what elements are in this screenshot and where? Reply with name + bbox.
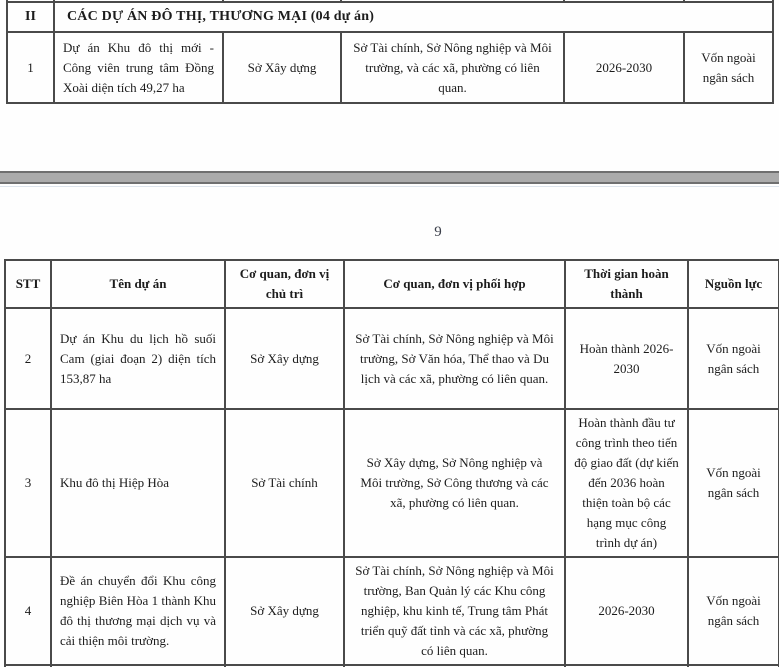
col-header-stt: STT [5, 260, 51, 308]
cell-funding-source: Vốn ngoài ngân sách [688, 409, 779, 557]
table-row [5, 409, 779, 557]
col-header-project-name: Tên dự án [51, 260, 225, 308]
col-header-funding-source: Nguồn lực [688, 260, 779, 308]
table-row [7, 32, 773, 103]
col-header-lead-agency: Cơ quan, đơn vị chủ trì [225, 260, 344, 308]
cell-project-name: Dự án Khu du lịch hồ suối Cam (giai đoạn 2) diện tích 153,87 ha [51, 308, 225, 409]
cell-stt: 1 [7, 32, 54, 103]
cell-completion-time: Hoàn thành 2026-2030 [565, 308, 688, 409]
table-header-row [5, 260, 779, 308]
cell-lead-agency: Sở Tài chính [225, 409, 344, 557]
cell-lead-agency: Sở Xây dựng [225, 557, 344, 665]
cell-stt: 4 [5, 557, 51, 665]
cell-funding-source: Vốn ngoài ngân sách [684, 32, 773, 103]
cell-coop-agencies: Sở Tài chính, Sở Nông nghiệp và Môi trường, Ban Quản lý các Khu công nghiệp, khu kinh tế, Trung tâm Phát triển quỹ đất tỉnh và các xã, phường có liên quan. [344, 557, 565, 665]
table-row [5, 557, 779, 665]
table-row [5, 308, 779, 409]
cell-lead-agency: Sở Xây dựng [225, 308, 344, 409]
cell-funding-source: Vốn ngoài ngân sách [688, 308, 779, 409]
cell-project-name: Dự án Khu đô thị mới - Công viên trung tâm Đồng Xoài diện tích 49,27 ha [54, 32, 223, 103]
cell-lead-agency: Sở Xây dựng [223, 32, 341, 103]
projects-table-main [4, 259, 779, 667]
section-title: CÁC DỰ ÁN ĐÔ THỊ, THƯƠNG MẠI (04 dự án) [54, 2, 773, 32]
cell-stt: 2 [5, 308, 51, 409]
cell-project-name: Đề án chuyển đổi Khu công nghiệp Biên Hòa 1 thành Khu đô thị thương mại dịch vụ và cải thiện môi trường. [51, 557, 225, 665]
cell-coop-agencies: Sở Tài chính, Sở Nông nghiệp và Môi trường, và các xã, phường có liên quan. [341, 32, 564, 103]
section-heading-row [7, 2, 773, 32]
cell-completion-time: Hoàn thành đầu tư công trình theo tiến độ giao đất (dự kiến đến 2036 hoàn thiện toàn bộ các hạng mục công trình dự án) [565, 409, 688, 557]
section-index: II [7, 2, 54, 32]
cell-completion-time: 2026-2030 [564, 32, 684, 103]
cell-project-name: Khu đô thị Hiệp Hòa [51, 409, 225, 557]
projects-table-previous-page [6, 0, 774, 104]
cell-stt: 3 [5, 409, 51, 557]
cell-coop-agencies: Sở Tài chính, Sở Nông nghiệp và Môi trường, Sở Văn hóa, Thể thao và Du lịch và các xã, phường có liên quan. [344, 308, 565, 409]
col-header-completion-time: Thời gian hoàn thành [565, 260, 688, 308]
cell-funding-source: Vốn ngoài ngân sách [688, 557, 779, 665]
cell-coop-agencies: Sở Xây dựng, Sở Nông nghiệp và Môi trường, Sở Công thương và các xã, phường có liên quan. [344, 409, 565, 557]
col-header-coop-agencies: Cơ quan, đơn vị phối hợp [344, 260, 565, 308]
cell-completion-time: 2026-2030 [565, 557, 688, 665]
page-break-separator [0, 171, 779, 184]
page-number: 9 [434, 224, 442, 240]
